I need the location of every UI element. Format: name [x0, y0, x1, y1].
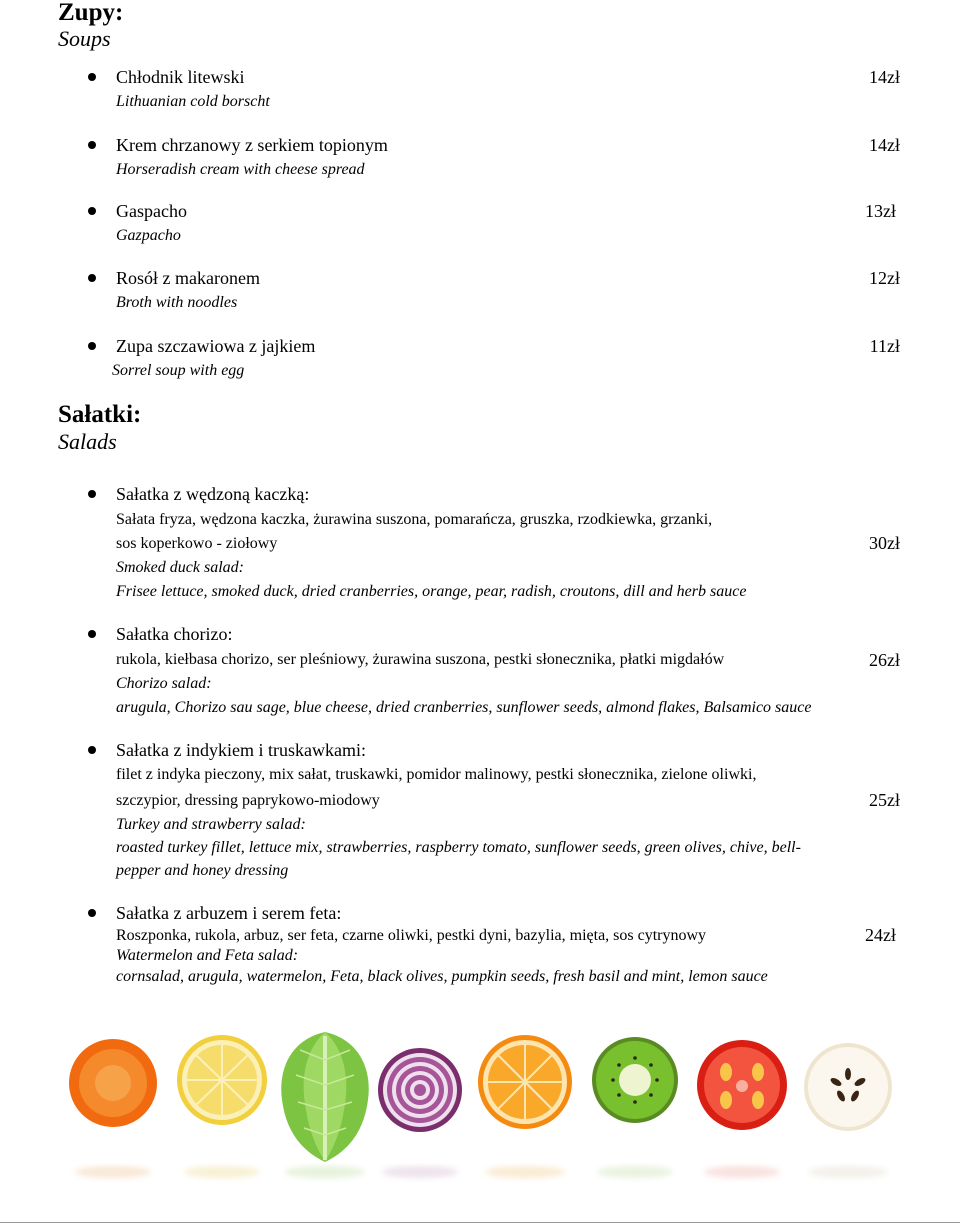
dish-english-name: Horseradish cream with cheese spread — [116, 161, 365, 178]
soups-heading: Zupy: — [58, 0, 124, 26]
dish-name: Krem chrzanowy z serkiem topionym — [116, 135, 388, 155]
dish-price: 26zł — [869, 650, 900, 670]
dish-english-name: Smoked duck salad: — [116, 559, 244, 576]
dish-price: 11zł — [869, 336, 900, 356]
kiwi-slice-icon — [592, 1037, 678, 1178]
soups-subheading: Soups — [58, 26, 111, 51]
dish-price: 14zł — [869, 67, 900, 87]
dish-english-name: Sorrel soup with egg — [112, 362, 245, 379]
dish-english-description: arugula, Chorizo sau sage, blue cheese, dried cranberries, sunflower seeds, almond flakes, Balsamico sauce — [116, 699, 812, 716]
footer-divider — [0, 1222, 960, 1223]
bullet-icon — [88, 909, 96, 917]
dish-description-line: sos koperkowo - ziołowy — [116, 535, 278, 552]
dish-english-name: Broth with noodles — [116, 294, 238, 311]
dish-name: Gaspacho — [116, 201, 187, 221]
dish-english-description: Frisee lettuce, smoked duck, dried cranberries, orange, pear, radish, croutons, dill and herb sauce — [116, 583, 747, 600]
dish-english-description: roasted turkey fillet, lettuce mix, strawberries, raspberry tomato, sunflower seeds, green olives, chive, bell- — [116, 839, 801, 856]
dish-english-name: Lithuanian cold borscht — [116, 93, 270, 110]
orange-slice-icon — [478, 1035, 572, 1178]
dish-english-name: Turkey and strawberry salad: — [116, 816, 306, 833]
dish-description-line: szczypior, dressing paprykowo-miodowy — [116, 792, 380, 809]
dish-description-line: filet z indyka pieczony, mix sałat, truskawki, pomidor malinowy, pestki słonecznika, zielone oliwki, — [116, 766, 757, 783]
dish-english-description: cornsalad, arugula, watermelon, Feta, black olives, pumpkin seeds, fresh basil and mint, lemon sauce — [116, 968, 768, 985]
fruit-slices-banner — [0, 1020, 960, 1200]
apple-slice-icon — [804, 1043, 892, 1178]
dish-english-name: Gazpacho — [116, 227, 181, 244]
bullet-icon — [88, 207, 96, 215]
dish-name: Sałatka z indykiem i truskawkami: — [116, 740, 366, 760]
dish-description-line: rukola, kiełbasa chorizo, ser pleśniowy, żurawina suszona, pestki słonecznika, płatki migdałów — [116, 651, 725, 668]
salads-heading: Sałatki: — [58, 401, 142, 428]
dish-name: Sałatka z wędzoną kaczką: — [116, 484, 310, 504]
dish-name: Zupa szczawiowa z jajkiem — [116, 336, 316, 356]
dish-name: Sałatka chorizo: — [116, 624, 233, 644]
dish-english-description: pepper and honey dressing — [116, 862, 289, 879]
tomato-slice-icon — [697, 1040, 787, 1178]
dish-english-name: Watermelon and Feta salad: — [116, 947, 299, 964]
dish-name: Chłodnik litewski — [116, 67, 245, 87]
salads-subheading: Salads — [58, 429, 117, 454]
bullet-icon — [88, 274, 96, 282]
bullet-icon — [88, 73, 96, 81]
dish-price: 30zł — [869, 533, 900, 553]
dish-name: Rosół z makaronem — [116, 268, 260, 288]
bullet-icon — [88, 630, 96, 638]
dish-name: Sałatka z arbuzem i serem feta: — [116, 903, 342, 923]
dish-price: 14zł — [869, 135, 900, 155]
red-onion-slice-icon — [378, 1048, 462, 1178]
dish-english-name: Chorizo salad: — [116, 675, 212, 692]
dish-price: 12zł — [869, 268, 900, 288]
dish-price: 25zł — [869, 790, 900, 810]
bullet-icon — [88, 342, 96, 350]
dish-price: 24zł — [865, 925, 896, 945]
bullet-icon — [88, 490, 96, 498]
lettuce-leaf-icon — [281, 1032, 368, 1178]
dish-description-line: Roszponka, rukola, arbuz, ser feta, czarne oliwki, pestki dyni, bazylia, mięta, sos cytrynowy — [116, 927, 707, 944]
lemon-slice-icon — [177, 1035, 267, 1178]
bullet-icon — [88, 141, 96, 149]
carrot-slice-icon — [69, 1039, 157, 1178]
dish-description-line: Sałata fryza, wędzona kaczka, żurawina suszona, pomarańcza, gruszka, rzodkiewka, grzanki, — [116, 511, 713, 528]
dish-price: 13zł — [865, 201, 896, 221]
bullet-icon — [88, 746, 96, 754]
